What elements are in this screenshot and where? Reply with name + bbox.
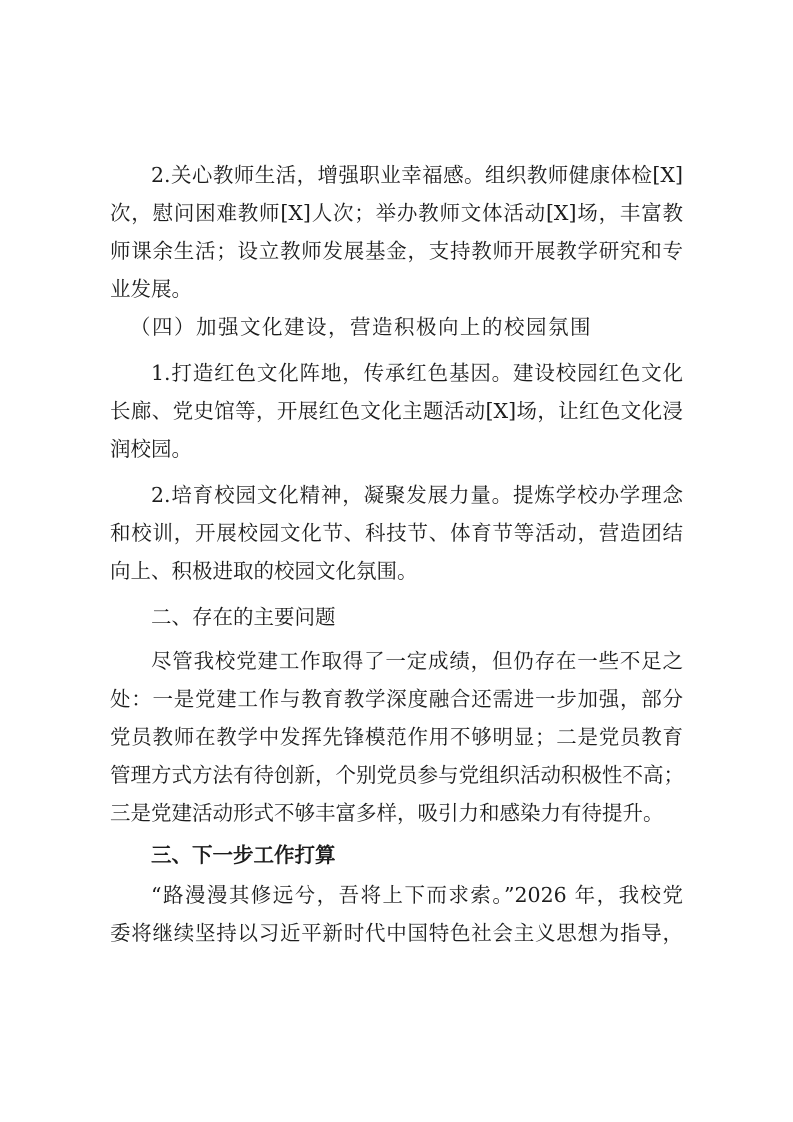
text-line: 和校训，开展校园文化节、科技节、体育节等活动，营造团结 <box>110 521 683 545</box>
section-heading: 三、下一步工作打算 <box>151 843 336 867</box>
text-line: 2.培育校园文化精神，凝聚发展力量。提炼学校办学理念 <box>151 483 683 507</box>
text-column <box>110 156 683 952</box>
paragraph-campus-spirit <box>110 476 683 590</box>
section-heading-next-steps <box>110 836 683 874</box>
text-line: 次，慰问困难教师[X]人次；举办教师文体活动[X]场，丰富教 <box>110 201 683 225</box>
text-line: 尽管我校党建工作取得了一定成绩，但仍存在一些不足之 <box>151 649 683 673</box>
text-line: 师课余生活；设立教师发展基金，支持教师开展教学研究和专 <box>110 239 683 263</box>
paragraph-next-steps <box>110 876 683 952</box>
text-line: 2.关心教师生活，增强职业幸福感。组织教师健康体检[X] <box>151 163 683 187</box>
text-line: 向上、积极进取的校园文化氛围。 <box>110 559 418 583</box>
text-line: 1.打造红色文化阵地，传承红色基因。建设校园红色文化 <box>151 361 683 385</box>
text-line: 管理方式方法有待创新，个别党员参与党组织活动积极性不高； <box>110 763 684 787</box>
text-line: 润校园。 <box>110 437 192 461</box>
paragraph-teacher-life <box>110 156 683 308</box>
paragraph-red-culture <box>110 354 683 468</box>
paragraph-problems <box>110 642 683 832</box>
section-heading-problems <box>110 598 683 636</box>
text-line: 长廊、党史馆等，开展红色文化主题活动[X]场，让红色文化浸 <box>110 399 683 423</box>
text-line: 处：一是党建工作与教育教学深度融合还需进一步加强，部分 <box>110 687 683 711</box>
section-heading: （四）加强文化建设，营造积极向上的校园氛围 <box>130 315 592 339</box>
section-heading: 二、存在的主要问题 <box>151 605 336 629</box>
text-line: 委将继续坚持以习近平新时代中国特色社会主义思想为指导， <box>110 921 683 945</box>
text-line: 三是党建活动形式不够丰富多样，吸引力和感染力有待提升。 <box>110 801 664 825</box>
text-line: “路漫漫其修远兮，吾将上下而求索。”2026 年，我校党 <box>151 883 683 907</box>
text-line: 业发展。 <box>110 277 192 301</box>
subsection-heading-culture <box>110 308 683 346</box>
text-line: 党员教师在教学中发挥先锋模范作用不够明显；二是党员教育 <box>110 725 683 749</box>
